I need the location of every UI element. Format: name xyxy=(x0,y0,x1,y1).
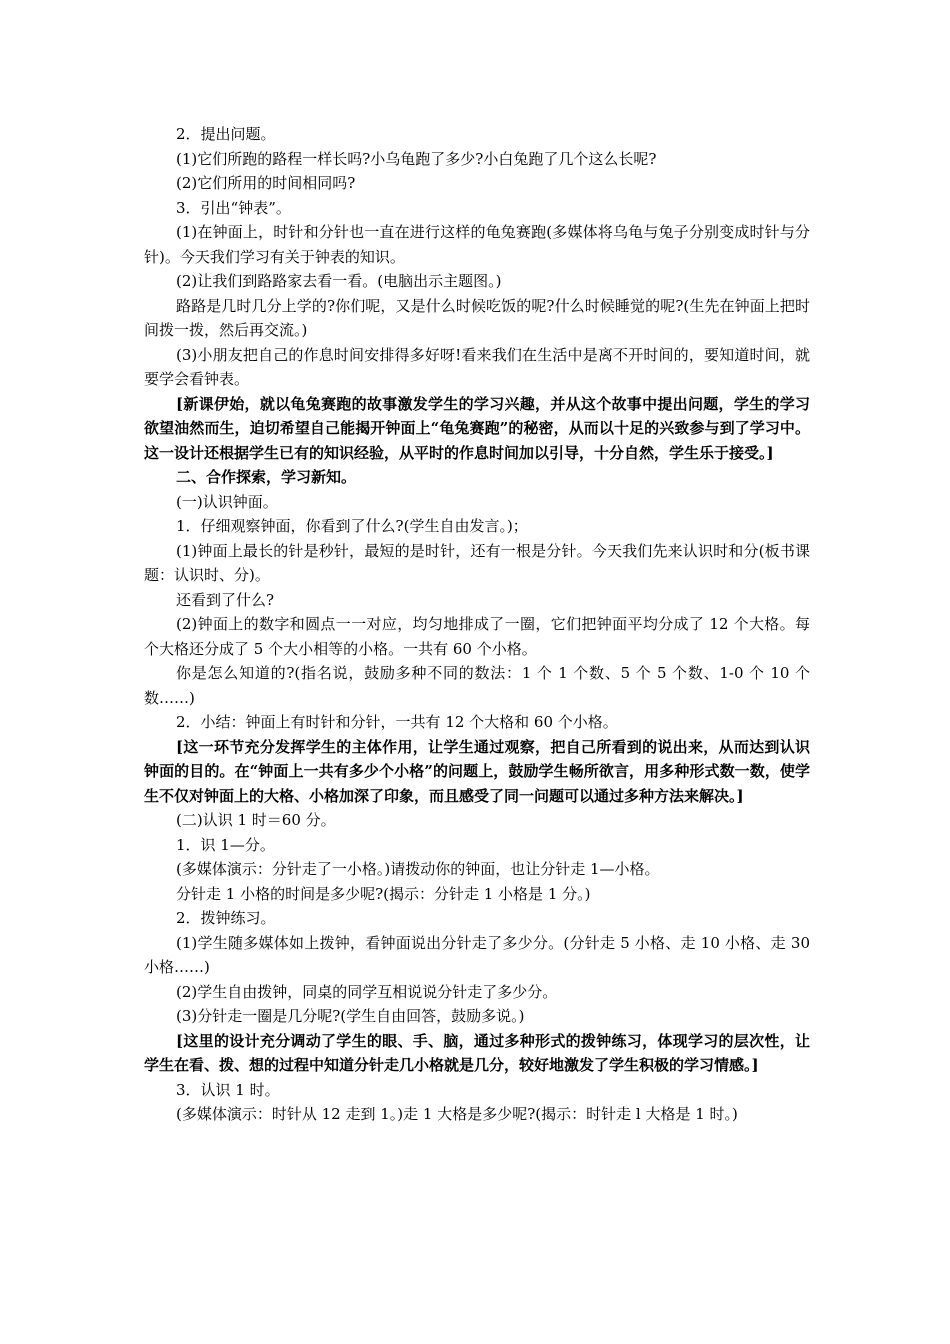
paragraph: 3．引出“钟表”。 xyxy=(176,198,291,217)
document-body xyxy=(144,122,810,1127)
paragraph: (2)钟面上的数字和圆点一一对应，均匀地排成了一圈，它们把钟面平均分成了 12 个大格。每个大格还分成了 5 个大小相等的小格。一共有 60 个小格。 xyxy=(144,615,810,658)
paragraph: 2．提出问题。 xyxy=(176,125,276,143)
paragraph: (3)分针走一圈是几分呢?(学生自由回答，鼓励多说。) xyxy=(176,1007,525,1025)
paragraph: (2)学生自由拨钟，同桌的同学互相说说分针走了多少分。 xyxy=(176,982,558,1001)
commentary-paragraph: [新课伊始，就以龟兔赛跑的故事激发学生的学习兴趣，并从这个故事中提出问题，学生的学习欲望油然而生，迫切希望自己能揭开钟面上“龟兔赛跑”的秘密，从而以十足的兴致参与到了学习中。这一设计还根据学生已有的知识经验，从平时的作息时间加以引导，十分自然，学生乐于接受。] xyxy=(144,394,810,462)
paragraph: (多媒体演示：时针从 12 走到 1。)走 1 大格是多少呢?(揭示：时针走 l 大格是 1 时。) xyxy=(176,1105,738,1123)
paragraph: 3．认识 1 时。 xyxy=(176,1080,280,1099)
section-heading: 二、合作探索，学习新知。 xyxy=(176,468,357,486)
paragraph: 你是怎么知道的?(指名说，鼓励多种不同的数法：1 个 1 个数、5 个 5 个数、1-0 个 10 个数……) xyxy=(144,664,810,707)
paragraph: 2．拨钟练习。 xyxy=(176,909,276,927)
paragraph: 2．小结：钟面上有时针和分针，一共有 12 个大格和 60 个小格。 xyxy=(176,713,618,731)
paragraph: 还看到了什么? xyxy=(176,590,275,609)
commentary-paragraph: [这里的设计充分调动了学生的眼、手、脑，通过多种形式的拨钟练习，体现学习的层次性，让学生在看、拨、想的过程中知道分针走几小格就是几分，较好地激发了学生积极的学习情感。] xyxy=(144,1031,810,1074)
paragraph: (2)让我们到路路家去看一看。(电脑出示主题图。) xyxy=(176,272,502,290)
paragraph: 1．识 1—分。 xyxy=(176,835,275,854)
paragraph: 1．仔细观察钟面，你看到了什么?(学生自由发言。)； xyxy=(176,517,528,535)
paragraph: (1)它们所跑的路程一样长吗?小乌龟跑了多少?小白兔跑了几个这么长呢? xyxy=(176,149,657,168)
paragraph: (多媒体演示：分针走了一小格。)请拨动你的钟面，也让分针走 1—小格。 xyxy=(176,860,660,878)
commentary-paragraph: [这一环节充分发挥学生的主体作用，让学生通过观察，把自己所看到的说出来，从而达到认识钟面的目的。在“钟面上一共有多少个小格”的问题上，鼓励学生畅所欲言，用多种形式数一数，使学生不仅对钟面上的大格、小格加深了印象，而且感受了同一问题可以通过多种方法来解决。] xyxy=(144,737,810,805)
subsection-heading: (二)认识 1 时＝60 分。 xyxy=(176,811,336,829)
paragraph: 分针走 1 小格的时间是多少呢?(揭示：分针走 1 小格是 1 分。) xyxy=(176,884,591,903)
subsection-heading: (一)认识钟面。 xyxy=(176,492,278,511)
paragraph: (1)学生随多媒体如上拨钟，看钟面说出分针走了多少分。(分针走 5 小格、走 10 小格、走 30 小格……) xyxy=(144,933,810,976)
paragraph: (3)小朋友把自己的作息时间安排得多好呀!看来我们在生活中是离不开时间的，要知道时间，就要学会看钟表。 xyxy=(144,345,810,388)
paragraph: (2)它们所用的时间相同吗? xyxy=(176,174,356,192)
paragraph: 路路是几时几分上学的?你们呢，又是什么时候吃饭的呢?什么时候睡觉的呢?(生先在钟面上把时间拨一拨，然后再交流。) xyxy=(144,296,810,339)
paragraph: (1)钟面上最长的针是秒针，最短的是时针，还有一根是分针。今天我们先来认识时和分(板书课题：认识时、分)。 xyxy=(144,541,810,584)
paragraph: (1)在钟面上，时针和分针也一直在进行这样的龟兔赛跑(多媒体将乌龟与兔子分别变成时针与分针)。今天我们学习有关于钟表的知识。 xyxy=(144,223,810,266)
